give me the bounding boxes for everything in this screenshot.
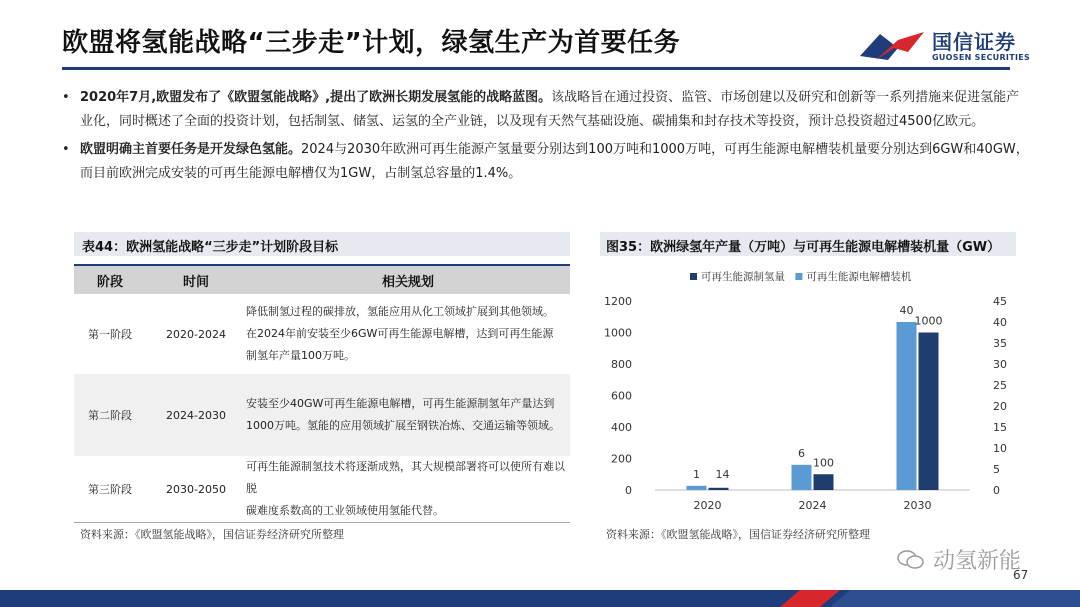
y-right-tick-label: 35 — [993, 337, 1007, 350]
data-label: 6 — [798, 446, 805, 460]
y-right-tick-label: 30 — [993, 358, 1007, 371]
table-row — [74, 374, 570, 456]
chart-caption-bar — [600, 232, 1016, 256]
cell-time: 2030-2050 — [146, 456, 246, 523]
bullet-bold: 欧盟明确主首要任务是开发绿色氢能。 — [80, 142, 302, 157]
bar-hydrogen — [814, 474, 834, 490]
footer-bar — [0, 588, 1080, 607]
y-left-tick-label: 1200 — [604, 295, 632, 308]
watermark-text: 动氢新能 — [933, 549, 1022, 574]
y-left-tick-label: 0 — [625, 484, 632, 497]
logo-text-en: GUOSEN SECURITIES — [932, 53, 1031, 62]
stage-table — [74, 264, 570, 523]
wechat-icon — [896, 549, 926, 571]
bar-hydrogen — [919, 333, 939, 491]
y-right-tick-label: 10 — [993, 442, 1007, 455]
y-left-tick-label: 800 — [611, 358, 632, 371]
table-row — [74, 294, 570, 374]
y-right-tick-label: 25 — [993, 379, 1007, 392]
chart-source: 资料来源：《欧盟氢能战略》，国信证券经济研究所整理 — [606, 528, 870, 541]
header-stage: 阶段 — [74, 265, 146, 294]
bar-electrolyzer — [792, 465, 812, 490]
legend-label: 可再生能源电解槽装机 — [806, 271, 912, 283]
y-right-tick-label: 0 — [993, 484, 1000, 497]
bar-electrolyzer — [897, 322, 917, 490]
legend-swatch — [795, 273, 802, 280]
cell-stage: 第一阶段 — [88, 328, 132, 341]
cell-plan — [246, 294, 570, 374]
y-right-tick-label: 15 — [993, 421, 1007, 434]
data-label: 100 — [813, 456, 834, 470]
bullet-bold: 2020年7月,欧盟发布了《欧盟氢能战略》,提出了欧洲长期发展氢能的战略蓝图。 — [80, 90, 552, 105]
y-left-tick-label: 400 — [611, 421, 632, 434]
guosen-logo-icon — [858, 26, 928, 66]
plan-line: 安装至少40GW可再生能源电解槽，可再生能源制氢年产量达到 — [246, 397, 555, 410]
header-plan: 相关规划 — [246, 265, 570, 294]
y-right-tick-label: 45 — [993, 295, 1007, 308]
legend-label: 可再生能源制氢量 — [701, 271, 785, 283]
bullet-item — [62, 138, 1030, 186]
cell-time: 2024-2030 — [146, 374, 246, 456]
chart-caption: 图35：欧洲绿氢年产量（万吨）与可再生能源电解槽装机量（GW） — [606, 240, 1001, 255]
cell-plan — [246, 456, 570, 523]
cell-time: 2020-2024 — [166, 327, 226, 341]
page-number: 67 — [1013, 568, 1029, 582]
logo-text-cn: 国信证券 — [932, 30, 1016, 54]
table-caption-bar — [74, 232, 570, 256]
bar-electrolyzer — [687, 486, 707, 490]
company-logo — [858, 24, 1038, 68]
plan-line: 碳难度系数高的工业领域使用氢能代替。 — [246, 504, 444, 517]
table-source: 资料来源：《欧盟氢能战略》，国信证券经济研究所整理 — [80, 528, 344, 541]
cell-stage: 第三阶段 — [74, 456, 146, 523]
table-caption: 表44：欧洲氢能战略“三步走”计划阶段目标 — [82, 240, 339, 255]
y-left-tick-label: 1000 — [604, 326, 632, 340]
bullet-text: 该战略旨在通过投资、监管、市场创建以及研究和创新等一系列措施来促进氢能产业化，同时概述了全面的投资计划，包括制氢、储氢、运氢的全产业链，以及现有天然气基础设施、碳捕集和封存技术等投资，预计总投资超过4500亿欧元。 — [80, 90, 1020, 129]
table-header-row — [74, 265, 570, 294]
bullet-item — [62, 86, 1030, 134]
data-label: 14 — [715, 467, 730, 481]
x-tick-label: 2030 — [903, 499, 932, 512]
data-label: 1 — [693, 467, 700, 481]
data-label: 40 — [899, 304, 914, 317]
y-left-tick-label: 600 — [611, 389, 632, 403]
plan-line: 1000万吨。氢能的应用领域扩展至钢铁冶炼、交通运输等领域。 — [246, 419, 560, 432]
bar-hydrogen — [709, 488, 729, 490]
bullet-text: 2024与2030年欧洲可再生能源产氢量要分别达到100万吨和1000万吨，可再生能源电解槽装机量要分别达到6GW和40GW，而目前欧洲完成安装的可再生能源电解槽仅为1GW，占制氢总容量的1.4%。 — [80, 142, 1029, 181]
y-right-tick-label: 40 — [993, 316, 1007, 329]
summary-bullets — [62, 86, 1030, 186]
y-right-tick-label: 20 — [993, 400, 1007, 413]
legend-swatch — [690, 273, 697, 280]
page-title: 欧盟将氢能战略“三步走”计划，绿氢生产为首要任务 — [62, 28, 681, 58]
x-tick-label: 2024 — [798, 499, 827, 512]
y-left-tick-label: 200 — [611, 452, 632, 466]
data-label: 1000 — [914, 314, 943, 328]
y-right-tick-label: 5 — [993, 463, 1000, 476]
bar-chart — [600, 264, 1020, 524]
watermark — [896, 544, 1021, 575]
header-time: 时间 — [146, 265, 246, 294]
table-row — [74, 456, 570, 523]
x-tick-label: 2020 — [693, 499, 722, 512]
plan-line: 降低制氢过程的碳排放，氢能应用从化工领域扩展到其他领域。 — [246, 305, 554, 318]
cell-plan — [246, 374, 570, 456]
plan-line: 在2024年前安装至少6GW可再生能源电解槽，达到可再生能源 — [246, 327, 554, 340]
cell-stage: 第二阶段 — [74, 374, 146, 456]
plan-line: 制氢年产量100万吨。 — [246, 349, 355, 362]
plan-line: 可再生能源制氢技术将逐渐成熟，其大规模部署将可以使所有难以脱 — [246, 460, 565, 495]
